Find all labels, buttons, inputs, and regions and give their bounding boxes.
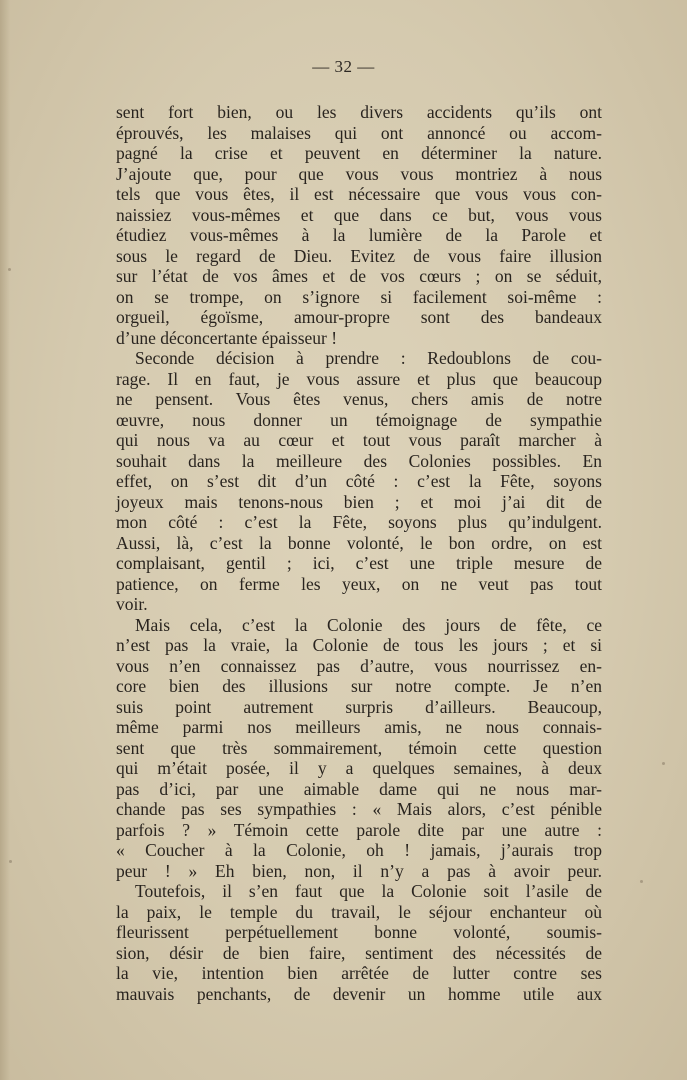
text-line: parfois ? » Témoin cette parole dite par une autre :: [116, 819, 602, 840]
text-line: Toutefois, il s’en faut que la Colonie soit l’asile de: [135, 881, 602, 901]
text-line: mauvais penchants, de devenir un homme utile aux: [116, 983, 602, 1004]
text-line: qui m’était posée, il y a quelques semaines, à deux: [116, 758, 602, 778]
text-line: voir.: [116, 594, 148, 614]
text-line: Aussi, là, c’est la bonne volonté, le bon ordre, on est: [116, 532, 602, 553]
page-edge-shadow: [0, 0, 10, 1080]
text-line: étudiez vous-mêmes à la lumière de la Parole et: [116, 225, 602, 245]
text-line: naissiez vous-mêmes et que dans ce but, vous vous: [116, 204, 602, 225]
text-line: « Coucher à la Colonie, oh ! jamais, j’aurais trop: [116, 840, 602, 860]
text-line: suis point autrement surpris d’ailleurs. Beaucoup,: [116, 696, 602, 717]
text-line: même parmi nos meilleurs amis, ne nous connais-: [116, 717, 602, 737]
paper-speck: [640, 880, 643, 883]
text-line: effet, on s’est dit d’un côté : c’est la Fête, soyons: [116, 471, 602, 491]
text-line: d’une déconcertante épaisseur !: [116, 327, 338, 348]
text-line: la paix, le temple du travail, le séjour enchanteur où: [116, 901, 602, 922]
text-line: complaisant, gentil ; ici, c’est une triple mesure de: [116, 553, 602, 573]
text-line: J’ajoute que, pour que vous vous montriez à nous: [116, 163, 602, 184]
text-line: la vie, intention bien arrêtée de lutter contre ses: [116, 963, 602, 983]
text-line: sent que très sommairement, témoin cette question: [116, 737, 602, 758]
paper-speck: [8, 268, 11, 271]
text-line: sous le regard de Dieu. Evitez de vous faire illusion: [116, 245, 602, 266]
text-line: vous n’en connaissez pas d’autre, vous nourrissez en-: [116, 655, 602, 676]
text-line: qui nous va au cœur et tout vous paraît marcher à: [116, 430, 602, 450]
text-line: pas d’ici, par une aimable dame qui ne nous mar-: [116, 778, 602, 799]
text-line: Seconde décision à prendre : Redoublons de cou-: [135, 348, 602, 368]
text-line: souhait dans la meilleure des Colonies possibles. En: [116, 450, 602, 471]
text-line: Mais cela, c’est la Colonie des jours de fête, ce: [135, 614, 602, 635]
text-line: sent fort bien, ou les divers accidents qu’ils ont: [116, 102, 602, 122]
text-line: ne pensent. Vous êtes venus, chers amis de notre: [116, 389, 602, 409]
text-line: fleurissent perpétuellement bonne volonté, soumis-: [116, 922, 602, 942]
text-line: éprouvés, les malaises qui ont annoncé ou accom-: [116, 122, 602, 143]
text-line: sion, désir de bien faire, sentiment des nécessités de: [116, 942, 602, 963]
page-number: — 32 —: [312, 57, 375, 76]
text-line: orgueil, égoïsme, amour-propre sont des bandeaux: [116, 307, 602, 327]
text-line: pagné la crise et peuvent en déterminer la nature.: [116, 143, 602, 163]
text-line: chande pas ses sympathies : « Mais alors, c’est pénible: [116, 799, 602, 819]
text-line: joyeux mais tenons-nous bien ; et moi j’ai dit de: [116, 491, 602, 512]
body-text: [116, 102, 602, 1004]
paper-speck: [662, 762, 665, 765]
text-line: core bien des illusions sur notre compte. Je n’en: [116, 676, 602, 696]
text-line: peur ! » Eh bien, non, il n’y a pas à avoir peur.: [116, 860, 602, 881]
text-line: on se trompe, on s’ignore si facilement soi-même :: [116, 286, 602, 307]
text-line: n’est pas la vraie, la Colonie de tous les jours ; et si: [116, 635, 602, 655]
text-line: mon côté : c’est la Fête, soyons plus qu’indulgent.: [116, 512, 602, 532]
text-line: rage. Il en faut, je vous assure et plus que beaucoup: [116, 368, 602, 389]
text-line: tels que vous êtes, il est nécessaire que vous vous con-: [116, 184, 602, 204]
paper-speck: [9, 860, 12, 863]
text-line: sur l’état de vos âmes et de vos cœurs ; on se séduit,: [116, 266, 602, 286]
text-line: patience, on ferme les yeux, on ne veut pas tout: [116, 573, 602, 594]
text-line: œuvre, nous donner un témoignage de sympathie: [116, 409, 602, 430]
